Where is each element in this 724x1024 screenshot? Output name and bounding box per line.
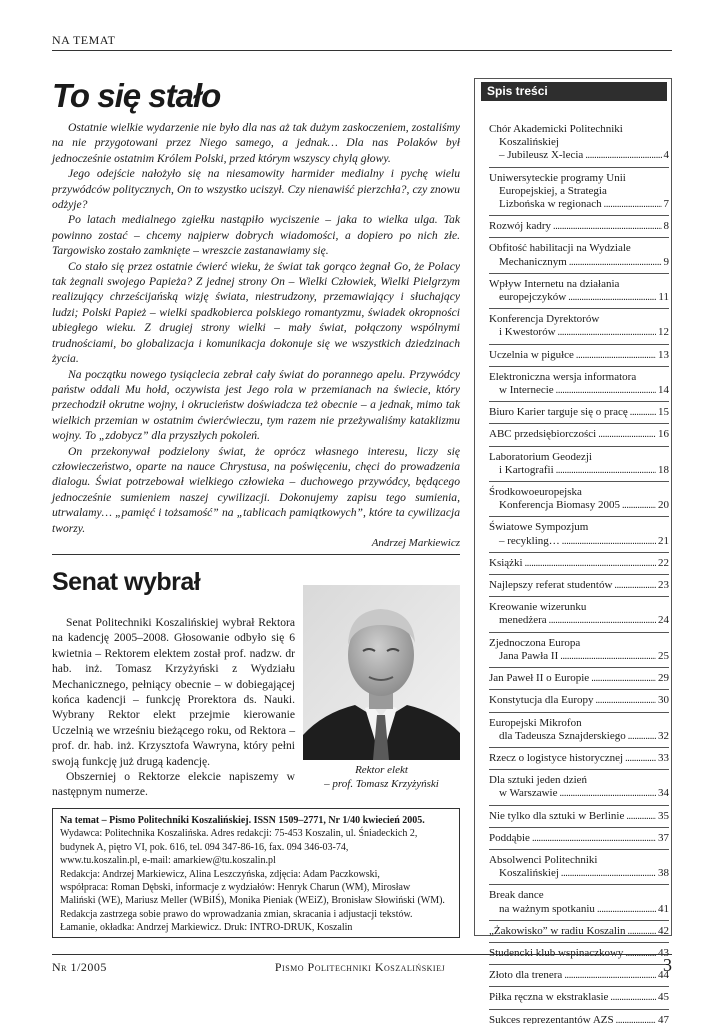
toc-entry-page: 15 bbox=[658, 406, 669, 419]
toc-entry-page: 34 bbox=[658, 787, 669, 800]
toc-entry-page: 38 bbox=[658, 867, 669, 880]
toc-entry-page: 20 bbox=[658, 499, 669, 512]
toc-entry-page: 22 bbox=[658, 556, 669, 569]
toc-entry-line bbox=[489, 832, 669, 845]
senat-paragraph: Senat Politechniki Koszalińskiej wybrał Rektora na kadencję 2005–2008. Głosowanie odbyło się 6 kwietnia – Rektorem elektem został prof. nadzw. dr hab. inż. Tomasz Krzyżyński z Wydziału Mechanicznego, pełniący obecnie – w dobiegającej końca kadencji – funkcję Prorektora ds. Nauki. Wybrany Rektor elekt przejmie kierowanie Uczelnią we wrześniu bieżącego roku, od Rektora – prof. dr. hab. inż. Krzysztofa Wawryna, który pełni swoją funkcję już drugą kadencję. bbox=[52, 616, 295, 768]
toc-entry-page: 9 bbox=[663, 255, 669, 268]
toc-entry-page: 35 bbox=[658, 809, 669, 822]
toc-entry-title: Zjednoczona Europa bbox=[489, 636, 581, 649]
toc-entry-title: Rzecz o logistyce historycznej bbox=[489, 751, 624, 764]
toc-entry-page: 11 bbox=[658, 291, 669, 304]
senat-title: Senat wybrał bbox=[52, 567, 201, 596]
toc-leader-dots bbox=[595, 694, 656, 707]
toc-entry-line bbox=[489, 672, 669, 685]
rector-portrait-image bbox=[303, 585, 460, 760]
impressum-line: Na temat – Pismo Politechniki Koszalińskiej. ISSN 1509–2771, Nr 1/40 kwiecień 2005. bbox=[60, 815, 425, 826]
toc-leader-dots bbox=[556, 384, 656, 397]
toc-leader-dots bbox=[625, 752, 656, 765]
toc-entry[interactable] bbox=[489, 921, 669, 943]
toc-entry[interactable] bbox=[489, 447, 669, 482]
toc-entry-line bbox=[489, 787, 669, 800]
toc-entry-title: Kreowanie wizerunku bbox=[489, 601, 587, 614]
toc-entry-title: w Internecie bbox=[499, 384, 554, 397]
toc-leader-dots bbox=[598, 428, 656, 441]
toc-entry-line bbox=[489, 925, 669, 938]
toc-entry-title: Nie tylko dla sztuki w Berlinie bbox=[489, 809, 625, 822]
toc-entry-line bbox=[489, 557, 669, 570]
toc-entry-page: 42 bbox=[658, 924, 669, 937]
toc-leader-dots bbox=[532, 832, 656, 845]
toc-entry-line bbox=[489, 650, 669, 663]
toc-entry-line bbox=[489, 637, 669, 650]
toc-entry-line bbox=[489, 486, 669, 499]
toc-leader-dots bbox=[558, 326, 656, 339]
impressum-line: współpraca: Roman Dębski, informacje z wydziałów: Henryk Charun (WM), Mirosław bbox=[60, 882, 411, 894]
toc-entry-title: Rozwój kadry bbox=[489, 220, 552, 233]
photo-caption-line: – prof. Tomasz Krzyżyński bbox=[324, 778, 439, 790]
toc-entry-line bbox=[489, 291, 669, 304]
editorial-paragraph: Jego odejście nałożyło się na niesamowity harmider medialny i pychę wielu przywódców politycznych, On to wszystko uciszył. Czy nienawiść pierzchła?, czy znowu odżyje? bbox=[52, 167, 460, 212]
toc-entry-page: 4 bbox=[663, 149, 669, 162]
toc-entry[interactable] bbox=[489, 575, 669, 597]
editorial-author: Andrzej Markiewicz bbox=[371, 536, 460, 549]
toc-entry-page: 13 bbox=[658, 348, 669, 361]
toc-entry-title: Obfitość habilitacji na Wydziale bbox=[489, 242, 631, 255]
toc-entry-line bbox=[489, 903, 669, 916]
toc-leader-dots bbox=[622, 499, 656, 512]
toc-entry-title: Elektroniczna wersja informatora bbox=[489, 370, 637, 383]
toc-leader-dots bbox=[630, 406, 656, 419]
editorial-body bbox=[52, 120, 460, 536]
toc-leader-dots bbox=[560, 650, 656, 663]
toc-entry-page: 44 bbox=[658, 969, 669, 982]
editorial-paragraph: On przekonywał podzielony świat, że oprócz własnego interesu, liczy się człowieczeństwo, oparte na nauce Chrystusa, na poświęceniu, chęci do prowadzenia dialogu. Świat potrzebował wielkiego człowieka – duchowego przywódcy, będącego jednocześnie sumieniem naszej cywilizacji. Dokonujemy zapisu tego sumienia, utrwalamy… „pamięć i tożsamość” na „tablicach pamiątkowych”, które ta cywilizacja tworzy. bbox=[52, 444, 460, 535]
toc-entry[interactable] bbox=[489, 402, 669, 424]
toc-entry-page: 14 bbox=[658, 384, 669, 397]
toc-entry-line bbox=[489, 278, 669, 291]
toc-entry-page: 12 bbox=[658, 326, 669, 339]
toc-leader-dots bbox=[559, 787, 656, 800]
toc-entry-title: Mechanicznym bbox=[499, 255, 567, 268]
toc-entry[interactable] bbox=[489, 216, 669, 238]
toc-entry-line bbox=[489, 601, 669, 614]
toc-entry-line bbox=[489, 242, 669, 255]
toc-entry-title: Wpływ Internetu na działania bbox=[489, 277, 620, 290]
toc-entry-title: „Żakowisko” w radiu Koszalin bbox=[489, 924, 626, 937]
table-of-contents bbox=[474, 78, 672, 1024]
toc-leader-dots bbox=[610, 991, 656, 1004]
toc-entry-page: 29 bbox=[658, 672, 669, 685]
toc-entry-title: Dla sztuki jeden dzień bbox=[489, 774, 588, 787]
toc-entry-line bbox=[489, 384, 669, 397]
toc-entry-title: Piłka ręczna w ekstraklasie bbox=[489, 991, 609, 1004]
toc-entry[interactable] bbox=[489, 553, 669, 575]
toc-entry-title: Książki bbox=[489, 556, 523, 569]
toc-entry-page: 32 bbox=[658, 729, 669, 742]
toc-entry-page: 25 bbox=[658, 649, 669, 662]
photo-caption-line: Rektor elekt bbox=[355, 764, 408, 776]
toc-entry-page: 23 bbox=[658, 579, 669, 592]
toc-leader-dots bbox=[585, 149, 661, 162]
impressum-line: Łamanie, okładka: Andrzej Markiewicz. Druk: INTRO-DRUK, Koszalin bbox=[60, 922, 353, 934]
toc-entry-line bbox=[489, 256, 669, 269]
toc-entry-line bbox=[489, 614, 669, 627]
toc-leader-dots bbox=[556, 464, 656, 477]
toc-entry-title: Światowe Sympozjum bbox=[489, 521, 589, 534]
toc-list bbox=[489, 123, 669, 1024]
toc-entry-page: 18 bbox=[658, 463, 669, 476]
toc-entry-line bbox=[489, 991, 669, 1004]
toc-entry-page: 24 bbox=[658, 614, 669, 627]
toc-leader-dots bbox=[562, 535, 656, 548]
toc-entry-title: Koszalińskiej bbox=[499, 136, 559, 149]
impressum-line: www.tu.koszalin.pl, e-mail: amarkiew@tu.koszalin.pl bbox=[60, 855, 276, 867]
toc-leader-dots bbox=[525, 557, 656, 570]
toc-entry-title: Sukces reprezentantów AZS bbox=[489, 1013, 614, 1024]
toc-entry-title: Chór Akademicki Politechniki bbox=[489, 123, 623, 135]
toc-entry-title: Jana Pawła II bbox=[499, 649, 559, 662]
toc-entry-title: Lizbońska w regionach bbox=[499, 198, 602, 211]
toc-entry-line bbox=[489, 579, 669, 592]
toc-entry-title: Złoto dla trenera bbox=[489, 969, 563, 982]
toc-header: Spis treści bbox=[481, 82, 667, 101]
toc-entry[interactable] bbox=[489, 517, 669, 552]
toc-entry-line bbox=[489, 752, 669, 765]
toc-entry-title: Konferencja Biomasy 2005 bbox=[499, 499, 620, 512]
toc-entry-page: 7 bbox=[663, 198, 669, 211]
toc-entry-line bbox=[489, 521, 669, 534]
toc-entry-title: – Jubileusz X-lecia bbox=[499, 149, 584, 162]
toc-entry-page: 45 bbox=[658, 991, 669, 1004]
toc-entry-title: Konferencja Dyrektorów bbox=[489, 313, 600, 326]
toc-entry[interactable] bbox=[489, 482, 669, 517]
toc-entry-title: Jan Paweł II o Europie bbox=[489, 672, 590, 685]
toc-entry-page: 21 bbox=[658, 534, 669, 547]
toc-entry-line bbox=[489, 1014, 669, 1024]
toc-entry-line bbox=[489, 464, 669, 477]
toc-entry-title: Uniwersyteckie programy Unii bbox=[489, 171, 626, 184]
toc-entry-title: ABC przedsiębiorczości bbox=[489, 428, 597, 441]
toc-entry-title: Poddąbie bbox=[489, 831, 530, 844]
toc-entry-line bbox=[489, 694, 669, 707]
toc-leader-dots bbox=[561, 867, 656, 880]
toc-entry-page: 8 bbox=[663, 220, 669, 233]
impressum-box bbox=[52, 808, 460, 938]
toc-entry-line bbox=[489, 730, 669, 743]
toc-entry[interactable] bbox=[489, 713, 669, 748]
toc-entry-line bbox=[489, 185, 669, 198]
toc-leader-dots bbox=[597, 903, 656, 916]
toc-entry-title: na ważnym spotkaniu bbox=[499, 902, 595, 915]
toc-leader-dots bbox=[604, 198, 662, 211]
senat-paragraph: Obszerniej o Rektorze elekcie napiszemy w następnym numerze. bbox=[52, 770, 295, 799]
toc-entry-title: Najlepszy referat studentów bbox=[489, 579, 613, 592]
toc-entry-title: menedżera bbox=[499, 614, 547, 627]
toc-entry[interactable] bbox=[489, 345, 669, 367]
editorial-title: To się stało bbox=[52, 77, 221, 114]
toc-entry[interactable] bbox=[489, 424, 669, 446]
toc-entry[interactable] bbox=[489, 1010, 669, 1024]
toc-entry-title: Biuro Karier targuje się o pracę bbox=[489, 406, 628, 419]
toc-entry-title: Europejski Mikrofon bbox=[489, 716, 582, 729]
toc-entry[interactable] bbox=[489, 123, 669, 168]
toc-entry[interactable] bbox=[489, 850, 669, 885]
toc-entry-title: i Kwestorów bbox=[499, 326, 556, 339]
toc-leader-dots bbox=[576, 349, 656, 362]
toc-entry-title: Break dance bbox=[489, 889, 544, 902]
toc-entry-title: Koszalińskiej bbox=[499, 867, 559, 880]
toc-leader-dots bbox=[628, 730, 656, 743]
toc-entry[interactable] bbox=[489, 633, 669, 668]
toc-entry-page: 47 bbox=[658, 1013, 669, 1024]
toc-entry[interactable] bbox=[489, 770, 669, 805]
footer-divider bbox=[52, 954, 672, 955]
toc-entry-title: Europejskiej, a Strategia bbox=[499, 184, 607, 197]
toc-entry-line bbox=[489, 149, 669, 162]
toc-leader-dots bbox=[553, 220, 661, 233]
toc-entry[interactable] bbox=[489, 806, 669, 828]
toc-entry[interactable] bbox=[489, 597, 669, 632]
toc-entry-line bbox=[489, 220, 669, 233]
toc-entry[interactable] bbox=[489, 309, 669, 344]
toc-entry-line bbox=[489, 198, 669, 211]
toc-entry-page: 41 bbox=[658, 902, 669, 915]
impressum-line: Redakcja zastrzega sobie prawo do wprowadzania zmian, skracania i adjustacji tekstów. bbox=[60, 908, 413, 920]
toc-leader-dots bbox=[568, 291, 656, 304]
rector-photo bbox=[303, 585, 460, 760]
toc-entry[interactable] bbox=[489, 690, 669, 712]
toc-entry[interactable] bbox=[489, 965, 669, 987]
editorial-paragraph: Ostatnie wielkie wydarzenie nie było dla nas aż tak dużym zaskoczeniem, zostaliśmy na nie przygotowani przez Niego samego, a jednak… Dla nas Polaków był jednocześnie ostatnim Królem Polski, przed którym wszyscy chylą głowy. bbox=[52, 121, 460, 165]
toc-entry[interactable] bbox=[489, 238, 669, 273]
toc-leader-dots bbox=[564, 969, 656, 982]
toc-entry-line bbox=[489, 717, 669, 730]
editorial-paragraph: Po latach medialnego zgiełku nastąpiło wyciszenie – jaka to wielka ulga. Tak powinno zostać – chcemy najpierw dobrych wiadomości, a dopiero po nich złe. Targowisko zostało zamknięte – wreszcie zastanawiamy się. bbox=[52, 213, 460, 258]
toc-entry-line bbox=[489, 313, 669, 326]
impressum-line: Redakcja: Andrzej Markiewicz, Alina Leszczyńska, zdjęcia: Adam Paczkowski, bbox=[60, 868, 380, 880]
toc-entry-title: Środkowoeuropejska bbox=[489, 486, 582, 499]
toc-entry-title: Laboratorium Geodezji bbox=[489, 450, 592, 463]
toc-entry-page: 33 bbox=[658, 751, 669, 764]
toc-entry-line bbox=[489, 349, 669, 362]
toc-entry-page: 30 bbox=[658, 694, 669, 707]
editorial-paragraph: Co stało się przez ostatnie ćwierć wieku, że świat tak gorąco żegnał Go, że Polacy tak żegnali swojego Papieża? Z jednej strony On – Wielki Człowiek, Wielki Pielgrzym realizujący chrześcijańską wizję świata, niestrudzony, przemawiający i słuchający ludzi; Polski Papież – wielki spadkobierca polskiego romantyzmu, świadek okropności ubiegłego wieku. Z drugiej strony wielki – mały świat, połączony wspólnymi trudnościami, bo globalizacja i komunikacja dokonuje się we wszystkich dziedzinach życia. bbox=[52, 259, 460, 366]
photo-caption bbox=[303, 763, 460, 791]
toc-leader-dots bbox=[626, 810, 656, 823]
toc-entry-title: Absolwenci Politechniki bbox=[489, 853, 598, 866]
toc-entry-page: 43 bbox=[658, 946, 669, 959]
editorial-paragraph: Na początku nowego tysiąclecia zebrał cały świat do porannego apelu. Przywódcy państw oddali Mu hołd, oczywista jest Jego rola w przemianach na świecie, który przechodził okrutne wojny, i okrucieństw doświadcza też obecnie – a jednak, mimo tak wielkich przemian w ostatnim ćwierćwieczu, tym razem nie przeżywaliśmy kataklizmu wojny. To „zdobycz” dla przyszłych pokoleń. bbox=[52, 367, 460, 443]
toc-entry-line bbox=[489, 326, 669, 339]
toc-entry-line bbox=[489, 172, 669, 185]
toc-entry-title: Uczelnia w pigułce bbox=[489, 348, 574, 361]
toc-entry-line bbox=[489, 451, 669, 464]
toc-entry-title: europejczyków bbox=[499, 291, 567, 304]
toc-entry-line bbox=[489, 428, 669, 441]
page-number: 3 bbox=[663, 955, 672, 975]
toc-entry-line bbox=[489, 371, 669, 384]
toc-entry-line bbox=[489, 535, 669, 548]
senat-body bbox=[52, 615, 295, 800]
toc-leader-dots bbox=[591, 672, 656, 685]
toc-entry-line bbox=[489, 854, 669, 867]
toc-entry[interactable] bbox=[489, 987, 669, 1009]
toc-entry-line bbox=[489, 889, 669, 902]
toc-entry-title: w Warszawie bbox=[499, 787, 558, 800]
toc-entry-line bbox=[489, 867, 669, 880]
toc-entry-title: – recykling… bbox=[499, 534, 560, 547]
impressum-line: Maliński (WE), Mariusz Meller (WBiIŚ), Monika Pieniak (WEiZ), Bronisław Słowiński (WM). bbox=[60, 895, 445, 907]
toc-entry-line bbox=[489, 774, 669, 787]
toc-entry-line bbox=[489, 123, 669, 136]
toc-leader-dots bbox=[614, 579, 656, 592]
toc-leader-dots bbox=[549, 614, 656, 627]
toc-entry-page: 16 bbox=[658, 428, 669, 441]
toc-leader-dots bbox=[628, 925, 656, 938]
toc-entry[interactable] bbox=[489, 748, 669, 770]
toc-entry[interactable] bbox=[489, 885, 669, 920]
toc-entry-line bbox=[489, 499, 669, 512]
impressum-line: Wydawca: Politechnika Koszalińska. Adres redakcji: 75-453 Koszalin, ul. Śniadeckich 2, bbox=[60, 828, 418, 840]
toc-entry-line bbox=[489, 810, 669, 823]
toc-entry-title: Konstytucja dla Europy bbox=[489, 694, 594, 707]
left-column bbox=[52, 78, 460, 595]
section-divider bbox=[52, 554, 460, 555]
header-divider bbox=[52, 50, 672, 51]
toc-entry[interactable] bbox=[489, 668, 669, 690]
toc-entry[interactable] bbox=[489, 274, 669, 309]
toc-entry-line bbox=[489, 406, 669, 419]
publication-name: Pismo Politechniki Koszalińskiej bbox=[274, 960, 446, 974]
toc-entry-title: Studencki klub wspinaczkowy bbox=[489, 946, 624, 959]
toc-entry[interactable] bbox=[489, 367, 669, 402]
toc-entry-line bbox=[489, 969, 669, 982]
toc-entry[interactable] bbox=[489, 828, 669, 850]
impressum-line: budynek A, piętro VI, pok. 616, tel. 094 347-86-16, fax. 094 346-03-74, bbox=[60, 841, 349, 853]
section-label: NA TEMAT bbox=[52, 33, 116, 47]
toc-leader-dots bbox=[569, 256, 662, 269]
toc-entry-title: i Kartografii bbox=[499, 463, 554, 476]
toc-entry-page: 37 bbox=[658, 831, 669, 844]
issue-number: Nr 1/2005 bbox=[52, 960, 107, 974]
toc-entry[interactable] bbox=[489, 168, 669, 217]
toc-leader-dots bbox=[616, 1014, 656, 1024]
toc-entry-line bbox=[489, 136, 669, 149]
toc-entry-title: dla Tadeusza Sznajderskiego bbox=[499, 729, 626, 742]
